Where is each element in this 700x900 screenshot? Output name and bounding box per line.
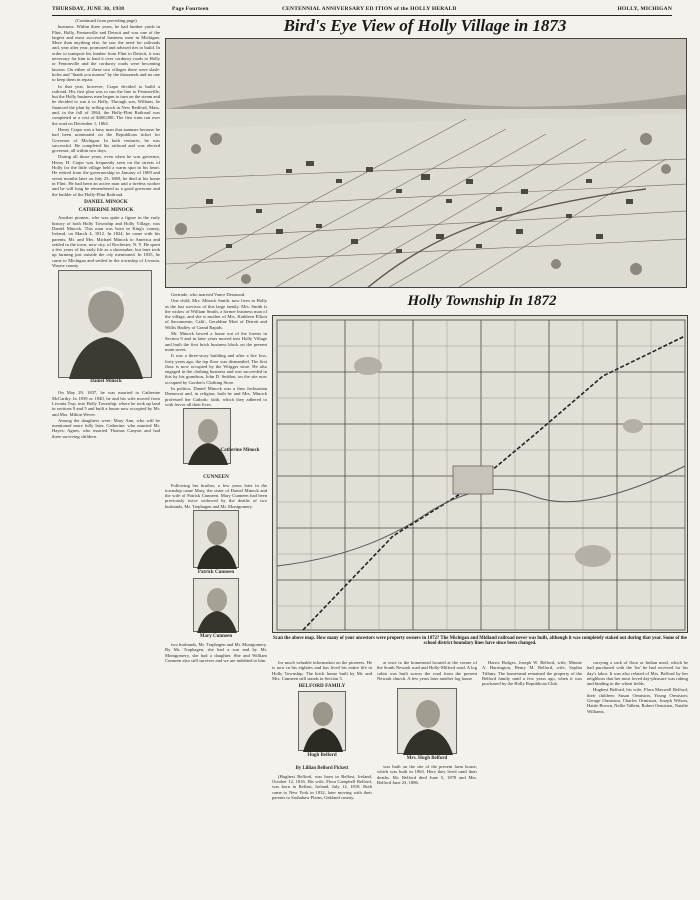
article-paragraph: During all those years, even when he was governor, Henry H. Crapo was frequently seen on the streets of Holly for the little village held a warm spot in his heart. He retired from the governorship in January of 1869 and seven months later on July 23, 1869, he died at his home in Flint. He had been an active man and a tireless worker and he will long be remembered as a good governor and the builder of the Holly-Flint Railroad. <box>52 154 160 197</box>
portrait-slot <box>165 510 267 578</box>
masthead-date: THURSDAY, JUNE 30, 1938 <box>52 6 125 12</box>
portrait-drawing <box>398 689 458 755</box>
article-paragraph: business. Within three years, he had lumber yards in Flint, Holly, Fentonville and Detroit and was one of the largest and most successful business men in Michigan. More than anything else, he saw the need for railroads and, year after year, promoted and advised ties to build. In order to transport his lumber from Flint to Detroit, it was necessary for him to haul it over corduroy roads to Holly or Fentonville and the corduroy roads were becoming known. On either of these two villages there were slash-holes and "thank you marms" by the thousands and no one to keep them in repair. <box>52 24 160 83</box>
section-heading: CATHERINE MINOCK <box>78 207 134 214</box>
column-bottom-4 <box>587 660 688 900</box>
article-paragraph: In that year, however, Crapo decided to build a railroad. His first plan was to run the line to Fentonville, but the Holly business men begun to turn on the steam and he decided to run it to Holly. Through son, William, he financed the plan by selling stock in New Bedford, Mass. and, in the fall of 1864, the Holly-Flint Railroad was completed at a cost of $400,000. The first train ran over the road on December 1, 1864. <box>52 83 160 126</box>
column-bottom-3 <box>482 660 582 900</box>
masthead-location: HOLLY, MICHIGAN <box>617 6 672 12</box>
article-paragraph: Another pioneer, who was quite a figure in the early history of both Holly Township and Holly Village, was Daniel Minock. This man was born in King's county, Ireland, on March 4, 1812. In 1824, he came with his parents, Mr. and Mrs. Michael Minock to America and settled in the town, now city, of Rochester, N. Y. He spent a few years of his early life as a shoemaker, but later took up farming just outside the city mentioned. In 1835, he came to Michigan and settled in the township of Livonia, Wayne county. <box>52 215 160 269</box>
portrait-caption: Daniel Minock <box>90 379 122 385</box>
portrait-drawing <box>299 692 347 752</box>
portrait-caption: Patrick Cunneen <box>197 570 235 576</box>
column-bottom-2 <box>377 660 477 900</box>
township-map-drawing <box>273 316 688 633</box>
article-paragraph: (Hughest Belford, was born in Belfast, Ireland, October 12, 1816. His wife, Flora Campbell Belford, was born in Belfast, Ireland, July 12, 1818. Both came to New York in 1832, later moving with their parents to Sashabaw Plains, Oakland county. <box>272 773 372 800</box>
masthead-title: CENTENNIAL ANNIVERSARY ED ITION of the HOLLY HERALD <box>282 6 457 12</box>
article-paragraph: It was a three-story building and after a fire loss, forty years ago, the top floor was dismantled. The first floor is now occupied by the Wrigger store. He also engaged in the clothing business and was succeeded in this by his grandson, John D. Seddon, on the site now occupied by Gordon's Clothing Store. <box>165 353 267 385</box>
article-paragraph: Mr. Minock hewed a home out of the forests in Section 9 and in later years moved into Holly Village and built the first brick business block on the present main street. <box>165 331 267 352</box>
portrait-slot <box>52 270 160 388</box>
portrait-drawing <box>184 409 232 465</box>
portrait-slot <box>165 408 267 472</box>
column-bottom-1 <box>272 660 372 900</box>
section-heading: BELFORD FAMILY <box>298 683 346 690</box>
section-heading: CUNNEEN <box>203 474 229 481</box>
birds-eye-drawing <box>166 39 687 288</box>
portrait-slot <box>377 682 477 764</box>
article-paragraph: carrying a sack of flour or Indian meal, which he had purchased with the 'fur' he had received for his day's labor. It was also related of Mrs. Belford by her neighbors that her most loved day-pleasure was raking and binding in the wheat fields. <box>587 660 688 687</box>
article-paragraph: at once to the homestead located at the corner of the South Newark road and Holly-Milford road. A log cabin was built across the road from the present Newark church. A few years later another log house <box>377 660 477 681</box>
section-heading: DANIEL MINOCK <box>84 198 128 205</box>
map-caption: Scan the above map. How many of your ancestors were property owners in 1872? The Michigan and Midland railroad never was built, although it was completely staked out during that year. Some of the school district boundary lines have since been changed. <box>273 636 687 647</box>
article-paragraph: Harris Hodges, Joseph W. Belford, wife, Minnie A. Harrington, Henry M. Belford, wife, Sophia Tiffany. The homestead remained the property of the Belford family until a few years ago, when it was purchased by the Holly Republican Club. <box>482 660 582 687</box>
portrait-caption: Catherine Minock <box>220 448 260 454</box>
birds-eye-title: Bird's Eye View of Holly Village in 1873 <box>283 16 567 35</box>
portrait-drawing <box>194 511 240 569</box>
portrait-slot <box>165 578 267 642</box>
column-left <box>52 18 160 900</box>
portrait-slot <box>272 691 372 763</box>
article-paragraph: Henry Crapo was a busy man that summer because he had been nominated on the Republican ticket for Governor of Michigan. In both ventures, he was successful. He completed his railroad and was elected governor, all within two days. <box>52 126 160 154</box>
byline: By Lillian Belford Pickett <box>295 766 349 772</box>
article-paragraph: Gertrude, who married Vance Desmond. <box>171 292 246 297</box>
continued-note: (Continued from preceding page) <box>75 18 137 23</box>
patrick-cunneen-portrait <box>193 510 239 568</box>
masthead-page: Page Fourteen <box>172 6 209 12</box>
portrait-caption: Hugh Belford <box>307 753 337 759</box>
article-paragraph: In politics, Daniel Minock was a firm Jacksonian Democrat and, in religion, both he and Mrs. Minock professed the Catholic faith, which they adhered to with fervor all their lives. <box>165 386 267 407</box>
township-map-title: Holly Township In 1872 <box>407 293 557 309</box>
daniel-minock-portrait <box>58 270 152 378</box>
mary-cunneen-portrait <box>193 578 239 632</box>
article-paragraph: Hughest Belford, his wife, Flora Maxwell Belford, their children: Susan Ormiston, Young Ormiston; George Ormiston, Charles Ormiston, Joseph Wilson, Hattie Brown, Nellie Tallent, Robert Ormiston, Natalie Williams. <box>587 687 688 714</box>
portrait-caption: Mrs. Hugh Belford <box>406 756 448 762</box>
mrs-hugh-belford-portrait <box>397 688 457 754</box>
article-paragraph: was built on the site of the present farm house, which was built in 1863. Here they lived until their deaths. Mr. Belford died June 5, 1878 and Mrs. Belford June 23, 1886. <box>377 764 477 786</box>
column-second <box>165 292 267 900</box>
portrait-drawing <box>59 271 153 379</box>
article-paragraph: Following her brother, a few years later in the township came Mary, the sister of Daniel Minock and the wife of Patrick Cunneen. Mary Cunneen had been previously twice widowed by the deaths of two husbands, Mr. Trephagen and Mr. Montgomery. <box>165 482 267 509</box>
article-paragraph: One child, Mrs. Minock Smith, now lives in Holly as the last survivor of this large family. Mrs. Smith is the widow of William Smith, a former business man of the village, and she is mother of Mrs. Kathleen Elliott of Sacramento, Calif., Geraldine Mott of Detroit and Willis Hadley of Grand Rapids. <box>165 298 267 330</box>
hugh-belford-portrait <box>298 691 346 751</box>
article-paragraph: two husbands, Mr. Traphagen and Mr. Montgomery. By Mr. Traphagen, she had a son and by Mr. Montgomery, she had a daughter. She and William Cunneen also still survives and we are indebted to him <box>165 642 267 663</box>
article-paragraph: Among the daughters were: Mary Ann, who will be mentioned more fully later, Catherine, who married Mr. Hayes; Agnes, who married Thomas Canyon and had three surviving children. <box>52 417 160 439</box>
birds-eye-illustration <box>165 38 687 288</box>
article-paragraph: On May 29, 1837, he was married to Catherine McCarthy. In 1839 or 1840, he and his wife moved from Livonia Twp. into Holly Township, where he took up land in sections 9 and 5 and built a house now occupied by Mr. and Mrs. Milton Wever. <box>52 390 160 417</box>
article-paragraph: for much valuable information on the pioneers. He is now in his eighties and has lived his entire life in Holly Township. The brick house built by Mr. and Mrs. Cunneen still stands in Section 5. <box>272 660 372 681</box>
portrait-caption: Mary Cunneen <box>199 634 233 640</box>
portrait-drawing <box>194 579 240 633</box>
catherine-minock-portrait <box>183 408 231 464</box>
township-map <box>272 315 688 633</box>
